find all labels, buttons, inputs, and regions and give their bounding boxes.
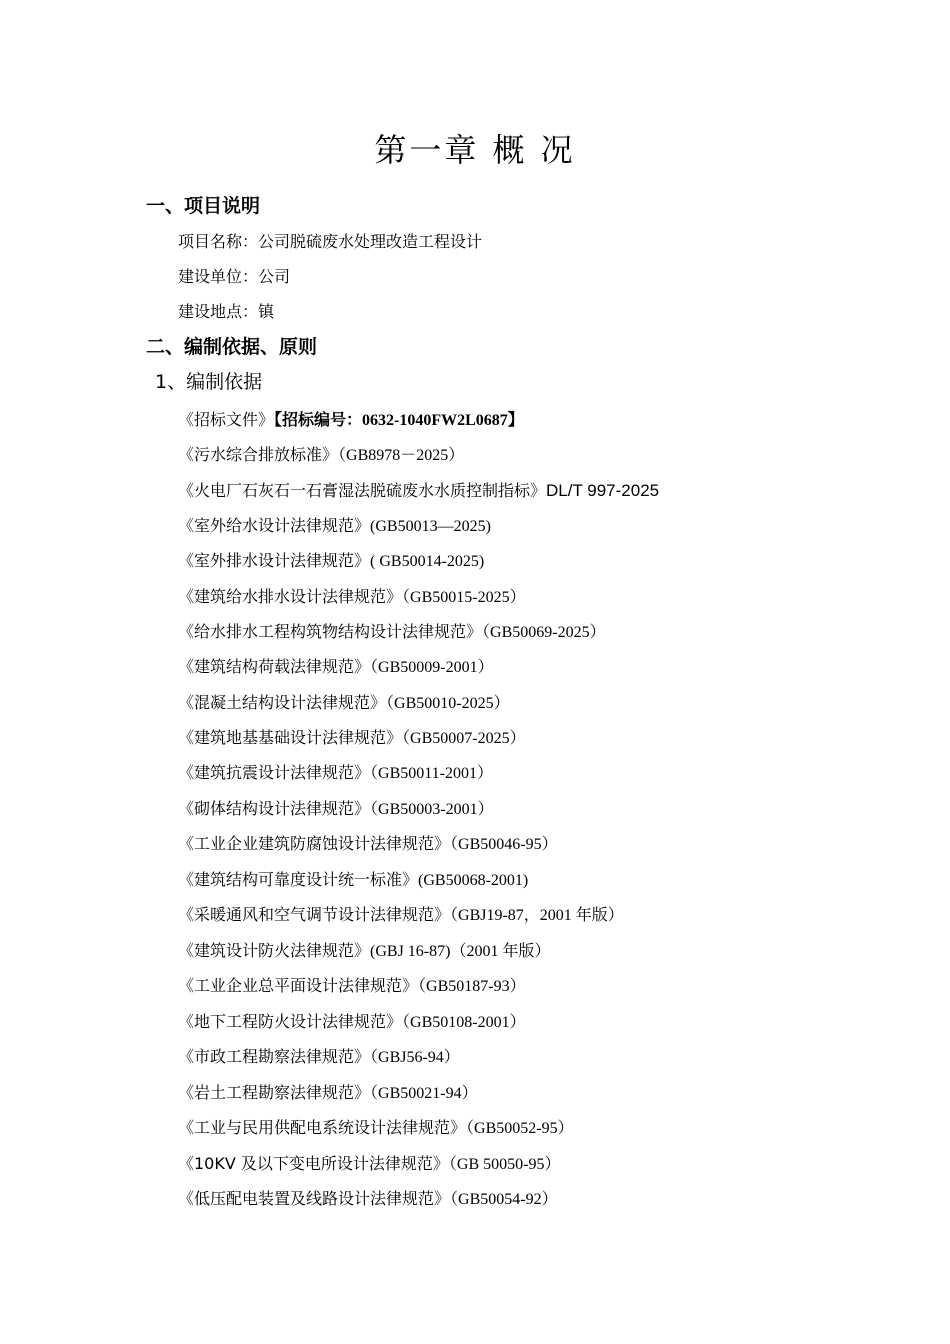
reference-code: （GBJ56-94）	[370, 1049, 460, 1066]
reference-item	[178, 1184, 558, 1215]
reference-code: （GB50009-2001）	[370, 659, 494, 676]
section-heading-project: 一、项目说明	[146, 195, 261, 217]
reference-item	[178, 1042, 460, 1073]
reference-name: 《混凝土结构设计法律规范》	[178, 693, 387, 712]
reference-item	[178, 440, 464, 471]
reference-code: ( GB50014-2025)	[370, 553, 485, 570]
reference-name: 《工业与民用供配电系统设计法律规范》	[178, 1118, 467, 1137]
builder-line	[178, 262, 290, 292]
reference-name: 《建筑给水排水设计法律规范》	[178, 587, 403, 606]
reference-code: （GB50054-92）	[450, 1191, 558, 1208]
reference-code: （GB8978－2025）	[338, 447, 465, 464]
reference-item	[178, 546, 484, 577]
reference-name: 《室外给水设计法律规范》	[178, 516, 371, 535]
reference-item	[178, 582, 526, 613]
location-value: 镇	[258, 302, 275, 321]
reference-item	[178, 936, 550, 967]
reference-item	[178, 971, 526, 1002]
reference-name: 《污水综合排放标准》	[178, 445, 339, 464]
reference-name: 《岩土工程勘察法律规范》	[178, 1083, 371, 1102]
reference-item	[178, 829, 558, 860]
sub-heading-basis: 1、编制依据	[155, 371, 263, 393]
project-name-label: 项目名称：	[178, 232, 259, 251]
reference-item	[178, 758, 493, 789]
reference-code: （GB50187-93）	[418, 978, 526, 995]
project-name-line	[178, 227, 482, 257]
reference-name: 《市政工程勘察法律规范》	[178, 1047, 371, 1066]
reference-item	[178, 900, 624, 931]
reference-code: （GB 50050-95）	[448, 1156, 561, 1173]
location-label: 建设地点：	[178, 302, 259, 321]
reference-name: 《给水排水工程构筑物结构设计法律规范》	[178, 622, 483, 641]
reference-name: 《火电厂石灰石一石膏湿法脱硫废水水质控制指标》	[178, 481, 547, 500]
section-heading-basis: 二、编制依据、原则	[146, 336, 318, 358]
reference-item	[178, 405, 524, 436]
reference-item	[178, 688, 510, 719]
reference-name: 《10KV 及以下变电所设计法律规范》	[178, 1154, 449, 1173]
reference-item	[178, 794, 494, 825]
reference-item	[178, 476, 659, 506]
reference-code: （GBJ19-87，2001 年版）	[450, 907, 624, 924]
reference-code: （GB50046-95）	[450, 836, 558, 853]
reference-code: （GB50108-2001）	[402, 1014, 526, 1031]
builder-value: 公司	[258, 267, 291, 286]
reference-name: 《地下工程防火设计法律规范》	[178, 1012, 403, 1031]
reference-name: 《建筑结构荷载法律规范》	[178, 657, 371, 676]
reference-name: 《工业企业总平面设计法律规范》	[178, 976, 419, 995]
location-line	[178, 297, 274, 327]
reference-item	[178, 617, 606, 648]
reference-code: （GB50052-95）	[466, 1120, 574, 1137]
reference-item	[178, 865, 528, 896]
reference-code: (GBJ 16-87)（2001 年版）	[370, 943, 551, 960]
reference-item	[178, 511, 491, 542]
reference-code: 【招标编号：0632-1040FW2L0687】	[274, 412, 524, 429]
reference-item	[178, 1149, 560, 1180]
reference-code: (GB50068-2001)	[418, 872, 529, 889]
reference-name: 《建筑抗震设计法律规范》	[178, 763, 371, 782]
reference-code: （GB50003-2001）	[370, 801, 494, 818]
reference-item	[178, 652, 494, 683]
reference-name: 《招标文件》	[178, 410, 275, 429]
reference-item	[178, 1113, 574, 1144]
reference-name: 《建筑设计防火法律规范》	[178, 941, 371, 960]
reference-name: 《建筑结构可靠度设计统一标准》	[178, 870, 419, 889]
reference-name: 《工业企业建筑防腐蚀设计法律规范》	[178, 834, 451, 853]
reference-code: （GB50010-2025）	[386, 695, 510, 712]
reference-code: （GB50021-94）	[370, 1085, 478, 1102]
reference-item	[178, 1078, 478, 1109]
reference-code: （GB50069-2025）	[482, 624, 606, 641]
reference-name: 《建筑地基基础设计法律规范》	[178, 728, 403, 747]
reference-code: (GB50013—2025)	[370, 518, 491, 535]
reference-code: （GB50015-2025）	[402, 589, 526, 606]
builder-label: 建设单位：	[178, 267, 259, 286]
chapter-title: 第一章 概 况	[374, 131, 576, 169]
reference-name: 《采暖通风和空气调节设计法律规范》	[178, 905, 451, 924]
reference-name: 《室外排水设计法律规范》	[178, 551, 371, 570]
reference-code: DL/T 997-2025	[546, 481, 660, 500]
reference-item	[178, 723, 526, 754]
reference-code: （GB50011-2001）	[370, 765, 493, 782]
reference-name: 《砌体结构设计法律规范》	[178, 799, 371, 818]
reference-code: （GB50007-2025）	[402, 730, 526, 747]
reference-name: 《低压配电装置及线路设计法律规范》	[178, 1189, 451, 1208]
reference-item	[178, 1007, 526, 1038]
project-name-value: 公司脱硫废水处理改造工程设计	[258, 232, 483, 251]
